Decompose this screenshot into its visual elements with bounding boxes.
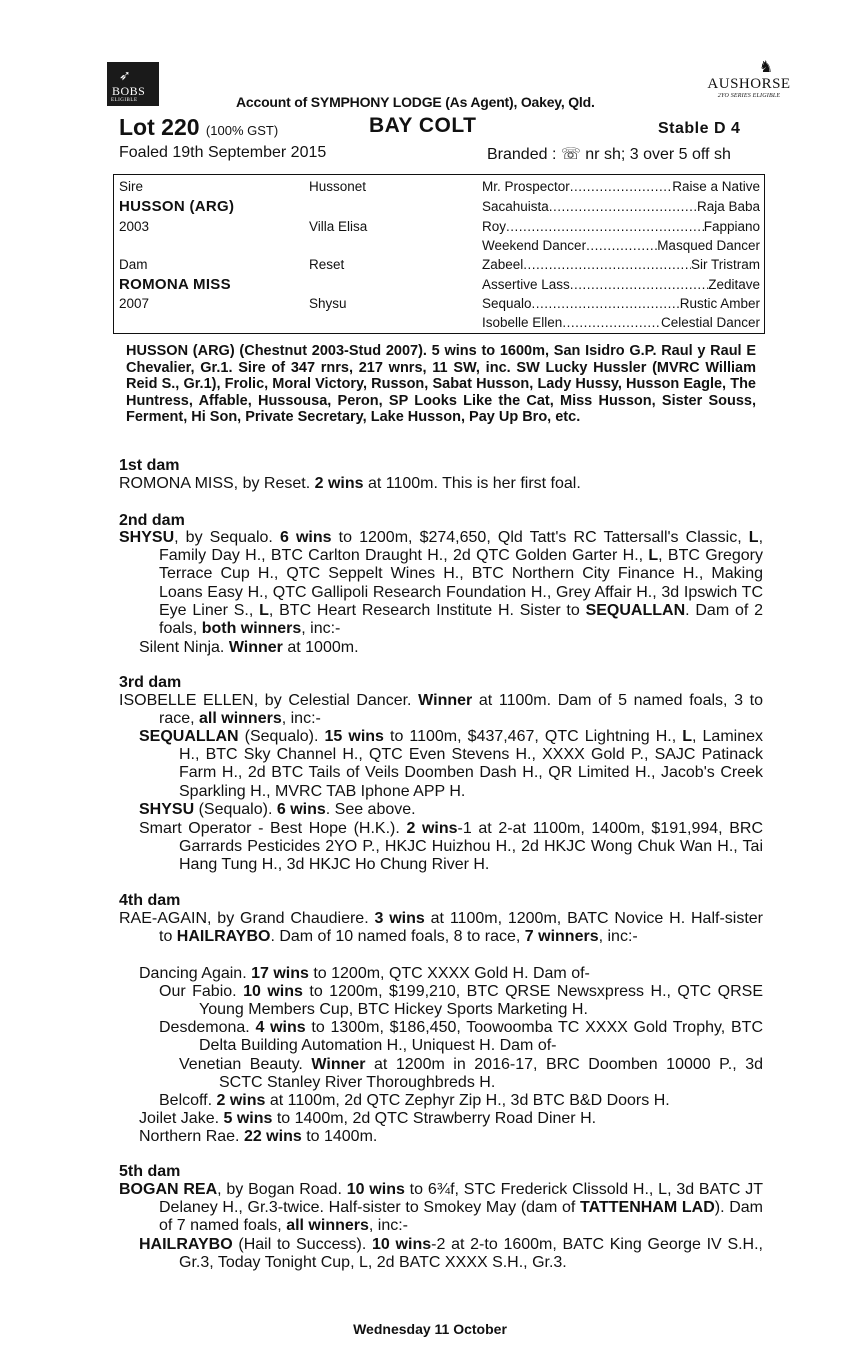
vendor-account: Account of SYMPHONY LODGE (As Agent), Oakey, Qld.	[236, 94, 595, 110]
bobs-logo	[107, 62, 159, 106]
third-dam-progeny-3: Smart Operator - Best Hope (H.K.). 2 wins-1 at 2-at 1100m, 1400m, $191,994, BRC Garrards Pesticides 2YO P., HKJC Huizhou H., 2d HKJC Wong Chuk Wan H., Tai Hang Tung H., 3d HKJC Ho Chung River H.	[139, 820, 764, 874]
sire-label: Sire	[119, 179, 144, 194]
pedigree-ancestor-row	[482, 217, 760, 236]
ancestor-right: Raja Baba	[696, 199, 760, 214]
ancestor-right: Sir Tristram	[691, 257, 760, 272]
bobs-logo-text: BOBS	[112, 84, 146, 98]
pedigree-table	[113, 174, 765, 334]
ancestor-right: Fappiano	[703, 219, 760, 234]
sire-year: 2003	[119, 219, 150, 234]
fourth-dam-progeny-2: Joilet Jake. 5 wins to 1400m, 2d QTC Strawberry Road Diner H.	[139, 1110, 597, 1127]
dam-dam: Shysu	[309, 296, 347, 311]
bird-icon: ➶	[119, 69, 131, 84]
sire-sire: Hussonet	[309, 179, 367, 194]
ancestor-left: Sequalo	[482, 296, 532, 311]
pedigree-ancestor-row	[482, 294, 760, 313]
horse-icon: ♞	[758, 59, 774, 76]
fourth-dam-progeny-1: Dancing Again. 17 wins to 1200m, QTC XXXX Gold H. Dam of-	[139, 965, 590, 982]
second-dam-text: SHYSU, by Sequalo. 6 wins to 1200m, $274,650, Qld Tatt's RC Tattersall's Classic, L, Family Day H., BTC Carlton Draught H., 2d QTC Golden Garter H., L, BTC Gregory Terrace Cup H., QTC Seppelt Wines H., BTC Northern City Finance H., Making Loans Easy H., QTC Gallipoli Research Foundation H., Grey Affair H., 3d Ipswich TC Eye Liner S., L, BTC Heart Research Institute H. Sister to SEQUALLAN. Dam of 2 foals, both winners, inc:-	[119, 529, 764, 638]
third-dam-heading: 3rd dam	[119, 674, 182, 691]
brand-marks: Branded : ☏ nr sh; 3 over 5 off sh	[487, 146, 731, 163]
fourth-dam-grandprogeny-3: Belcoff. 2 wins at 1100m, 2d QTC Zephyr Zip H., 3d BTC B&D Doors H.	[159, 1092, 670, 1109]
lot-label: Lot 220	[119, 114, 200, 140]
stable-location: Stable D 4	[658, 120, 741, 137]
ancestor-right: Zeditave	[708, 277, 760, 292]
ancestor-left: Isobelle Ellen	[482, 315, 563, 330]
ancestor-left: Zabeel	[482, 257, 524, 272]
ancestor-right: Raise a Native	[672, 179, 760, 194]
first-dam-text: ROMONA MISS, by Reset. 2 wins at 1100m. This is her first foal.	[119, 475, 581, 492]
fourth-dam-heading: 4th dam	[119, 892, 181, 909]
sire-name: HUSSON (ARG)	[119, 198, 235, 215]
fifth-dam-heading: 5th dam	[119, 1163, 181, 1180]
third-dam-progeny-2: SHYSU (Sequalo). 6 wins. See above.	[139, 801, 416, 818]
sire-summary: HUSSON (ARG) (Chestnut 2003-Stud 2007). 5 wins to 1600m, San Isidro G.P. Raul y Raul E Chevalier, Gr.1. Sire of 347 rnrs, 217 wnrs, 11 SW, inc. SW Lucky Hussler (MVRC William Reid S., Gr.1), Frolic, Moral Victory, Russon, Sabat Husson, Lady Hussy, Husson Eagle, The Huntress, Affable, Hussousa, Peron, SP Looks Like the Cat, Miss Husson, Sister Souss, Ferment, Hi Son, Private Secretary, Lake Husson, Pay Up Bro, etc.	[126, 343, 756, 425]
lot-title: BAY COLT	[369, 114, 477, 137]
pedigree-ancestor-row	[482, 313, 760, 332]
pedigree-ancestor-row	[482, 255, 760, 274]
fifth-dam-progeny-1: HAILRAYBO (Hail to Success). 10 wins-2 at 2-to 1600m, BATC King George IV S.H., Gr.3, Today Tonight Cup, L, 2d BATC XXXX S.H., Gr.3.	[139, 1236, 763, 1272]
ancestor-left: Sacahuista	[482, 199, 549, 214]
pedigree-ancestor-row	[482, 177, 760, 196]
dam-name: ROMONA MISS	[119, 276, 231, 293]
second-dam-heading: 2nd dam	[119, 512, 185, 529]
aushorse-logo	[700, 60, 798, 99]
ancestor-left: Mr. Prospector	[482, 179, 570, 194]
pedigree-ancestor-row	[482, 236, 760, 255]
dam-year: 2007	[119, 296, 150, 311]
pedigree-ancestor-row	[482, 275, 760, 294]
second-dam-progeny: Silent Ninja. Winner at 1000m.	[139, 639, 359, 656]
dam-label: Dam	[119, 257, 148, 272]
ancestor-right: Rustic Amber	[679, 296, 760, 311]
first-dam-heading: 1st dam	[119, 457, 180, 474]
pedigree-ancestor-row	[482, 197, 760, 216]
fourth-dam-grandprogeny-1: Our Fabio. 10 wins to 1200m, $199,210, BTC QRSE Newsxpress H., QTC QRSE Young Members Cup, BTC Hickey Sports Marketing H.	[159, 983, 764, 1019]
fifth-dam-text: BOGAN REA, by Bogan Road. 10 wins to 6¾f, STC Frederick Clissold H., L, 3d BATC JT Delaney H., Gr.3-twice. Half-sister to Smokey May (dam of TATTENHAM LAD). Dam of 7 named foals, all winners, inc:-	[119, 1181, 764, 1235]
gst-note: (100% GST)	[205, 123, 279, 138]
ancestor-right: Masqued Dancer	[657, 238, 760, 253]
ancestor-left: Roy	[482, 219, 507, 234]
bobs-logo-subtext: ELIGIBLE	[111, 98, 138, 103]
third-dam-progeny-1: SEQUALLAN (Sequalo). 15 wins to 1100m, $437,467, QTC Lightning H., L, Laminex H., BTC Sky Channel H., QTC Even Stevens H., XXXX Gold P., SAJC Patinack Farm H., 2d BTC Tails of Veils Doomben Dash H., QR Limited H., Jacob's Creek Sparkling H., MVRC TAB Iphone APP H.	[139, 728, 763, 800]
fourth-dam-grandprogeny-2: Desdemona. 4 wins to 1300m, $186,450, Toowoomba TC XXXX Gold Trophy, BTC Delta Building Automation H., Uniquest H. Dam of-	[159, 1019, 764, 1055]
foaled-date: Foaled 19th September 2015	[119, 144, 327, 161]
sale-date-footer: Wednesday 11 October	[353, 1321, 507, 1337]
ancestor-left: Weekend Dancer	[482, 238, 587, 253]
ancestor-left: Assertive Lass	[482, 277, 570, 292]
dam-sire: Reset	[309, 257, 345, 272]
aushorse-logo-subtext: 2YO SERIES ELIGIBLE	[717, 93, 781, 99]
fourth-dam-text: RAE-AGAIN, by Grand Chaudiere. 3 wins at 1100m, 1200m, BATC Novice H. Half-sister to HAILRAYBO. Dam of 10 named foals, 8 to race, 7 winners, inc:-	[119, 910, 764, 946]
sire-dam: Villa Elisa	[309, 219, 368, 234]
fourth-dam-ggprogeny-1: Venetian Beauty. Winner at 1200m in 2016-17, BRC Doomben 10000 P., 3d SCTC Stanley River Thoroughbreds H.	[179, 1056, 763, 1092]
third-dam-text: ISOBELLE ELLEN, by Celestial Dancer. Winner at 1100m. Dam of 5 named foals, 3 to race, all winners, inc:-	[119, 692, 764, 728]
lot-number	[119, 114, 278, 141]
aushorse-logo-text: AUSHORSE	[707, 76, 791, 92]
fourth-dam-progeny-3: Northern Rae. 22 wins to 1400m.	[139, 1128, 378, 1145]
ancestor-right: Celestial Dancer	[660, 315, 760, 330]
